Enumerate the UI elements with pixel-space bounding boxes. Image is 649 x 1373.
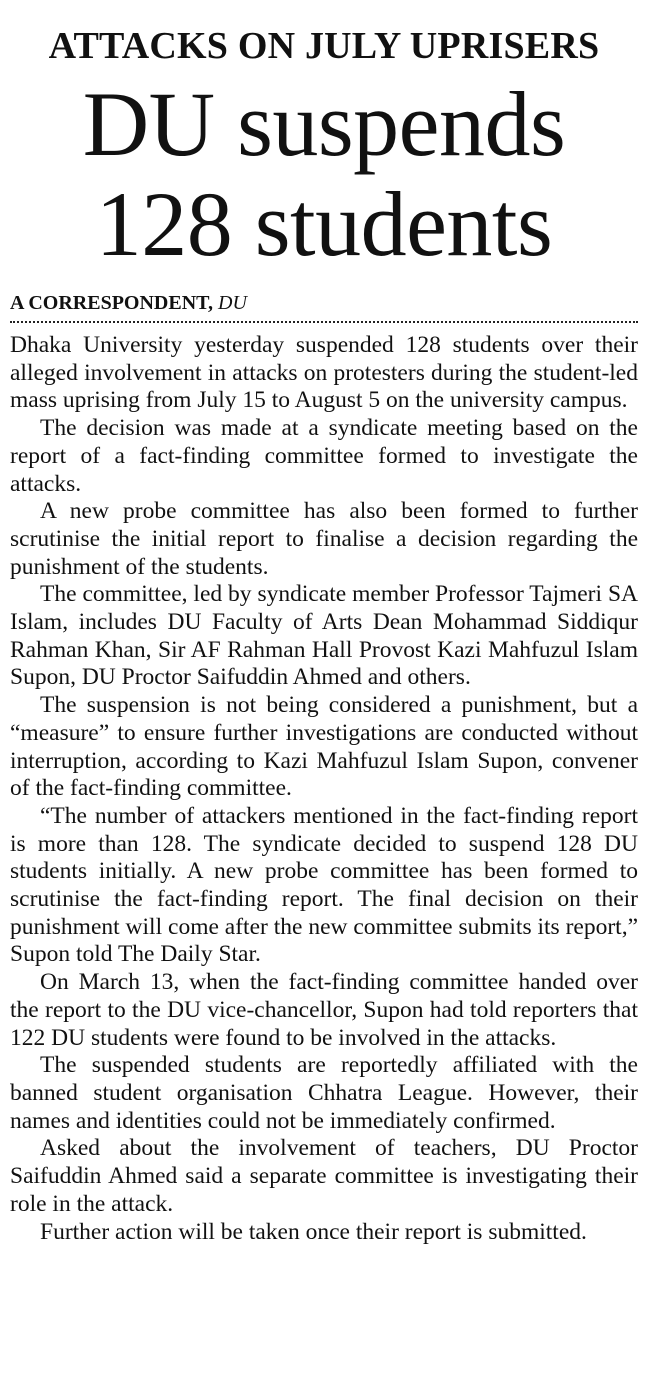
kicker-headline: ATTACKS ON JULY UPRISERS [48, 25, 600, 67]
paragraph: Further action will be taken once their report is submitted. [40, 1218, 587, 1245]
news-article [10, 0, 638, 1246]
paragraph: The decision was made at a syndicate meeting based on the report of a fact-finding committee formed to investigate the attacks. [10, 415, 638, 497]
paragraph: Dhaka University yesterday suspended 128 students over their alleged involvement in attacks on protesters during the student-led mass uprising from July 15 to August 5 on the university campus. [10, 332, 638, 414]
paragraph: Asked about the involvement of teachers, DU Proctor Saifuddin Ahmed said a separate committee is investigating their role in the attack. [10, 1135, 638, 1217]
headline-line-2: 128 students [95, 173, 553, 275]
paragraph: The suspended students are reportedly affiliated with the banned student organisation Chhatra League. However, their names and identities could not be immediately confirmed. [10, 1052, 638, 1134]
byline-divider [10, 321, 638, 323]
byline-author: A CORRESPONDENT, [10, 292, 213, 314]
paragraph: A new probe committee has also been formed to further scrutinise the initial report to finalise a decision regarding the punishment of the students. [10, 498, 638, 580]
paragraph: The committee, led by syndicate member Professor Tajmeri SA Islam, includes DU Faculty of Arts Dean Mohammad Siddiqur Rahman Khan, Sir AF Rahman Hall Provost Kazi Mahfuzul Islam Supon, DU Proctor Saifuddin Ahmed and others. [10, 581, 638, 691]
paragraph: The suspension is not being considered a punishment, but a “measure” to ensure further investigations are conducted without interruption, according to Kazi Mahfuzul Islam Supon, convener of the fact-finding committee. [10, 692, 638, 802]
paragraph: “The number of attackers mentioned in the fact-finding report is more than 128. The syndicate decided to suspend 128 DU students initially. A new probe committee has been formed to scrutinise the fact-finding report. The final decision on their punishment will come after the new committee submits its report,” Supon told The Daily Star. [10, 802, 638, 968]
byline [10, 290, 638, 316]
byline-place: DU [218, 292, 247, 314]
headline-line-1: DU suspends [82, 73, 566, 175]
article-body [10, 332, 638, 1246]
main-headline [10, 74, 638, 274]
paragraph: On March 13, when the fact-finding committee handed over the report to the DU vice-chancellor, Supon had told reporters that 122 DU students were found to be involved in the attacks. [10, 969, 638, 1051]
